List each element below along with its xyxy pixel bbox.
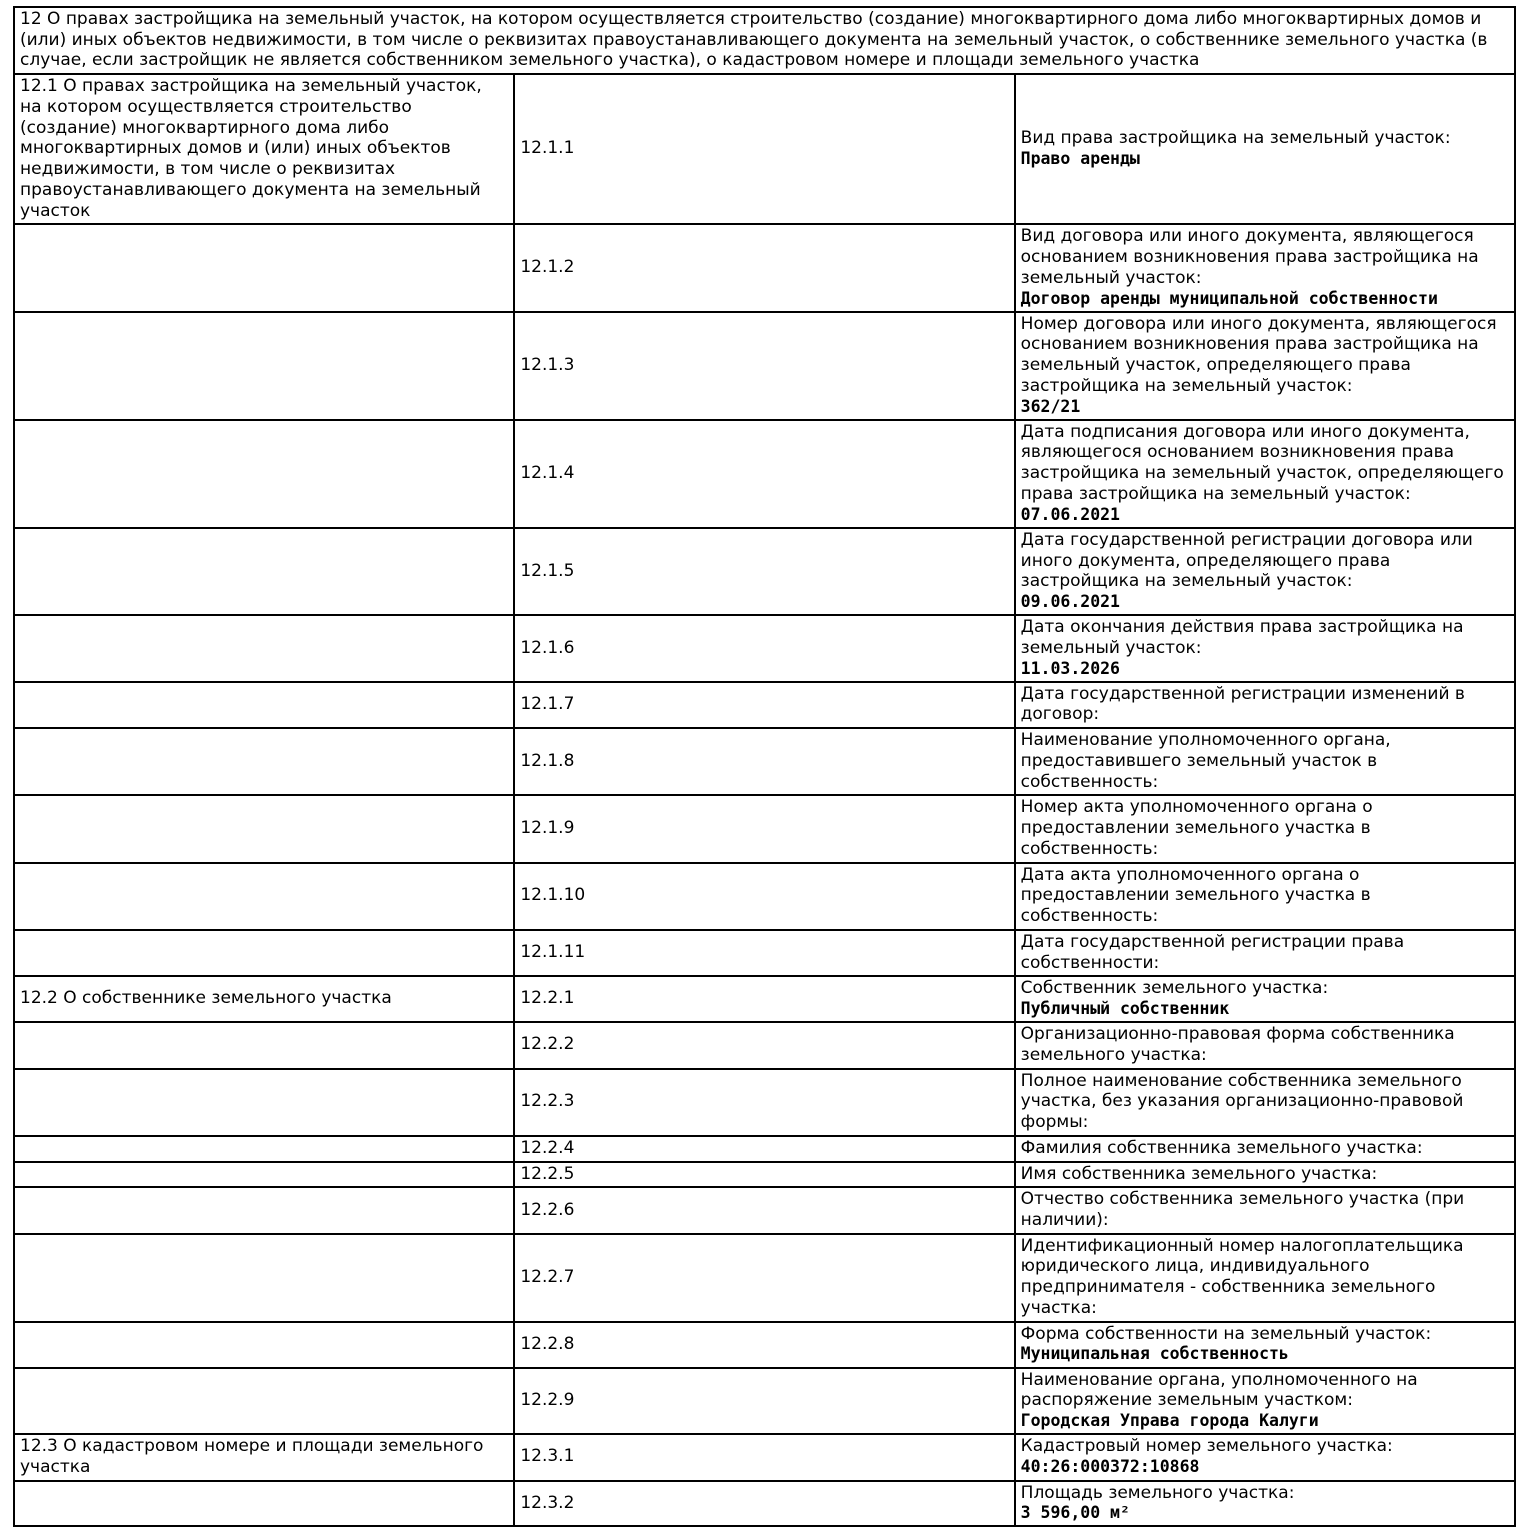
- table-row: [14, 863, 1515, 930]
- field-label: Имя собственника земельного участка:: [1020, 1163, 1378, 1184]
- code-cell: 12.2.6: [514, 1187, 1014, 1233]
- code-cell: 12.2.2: [514, 1022, 1014, 1068]
- table-row: [14, 976, 1515, 1022]
- field-value: 362/21: [1020, 396, 1081, 416]
- code-cell: 12.2.8: [514, 1322, 1014, 1368]
- code-cell: 12.2.3: [514, 1069, 1014, 1136]
- field-cell: [1015, 420, 1515, 528]
- section-cell: [14, 1322, 514, 1368]
- field-cell: [1015, 1322, 1515, 1368]
- field-cell: [1015, 224, 1515, 311]
- field-label: Площадь земельного участка:: [1020, 1482, 1295, 1503]
- field-cell: [1015, 1136, 1515, 1162]
- code-cell: 12.2.4: [514, 1136, 1014, 1162]
- field-value: Муниципальная собственность: [1020, 1344, 1289, 1364]
- section-cell: 12.1 О правах застройщика на земельный участок, на котором осуществляется строительство (создание) многоквартирного дома либо многоквартирных домов и (или) иных объектов недвижимости, в том числе о реквизитах правоустанавливающего документа на земельный участок: [14, 74, 514, 224]
- code-cell: 12.3.1: [514, 1434, 1014, 1480]
- table-row: [14, 930, 1515, 976]
- table-row: [14, 1322, 1515, 1368]
- field-cell: [1015, 1434, 1515, 1480]
- field-label: Полное наименование собственника земельного участка, без указания организационно-правовой формы:: [1020, 1070, 1464, 1133]
- field-value: Договор аренды муниципальной собственности: [1020, 288, 1438, 308]
- section-cell: [14, 615, 514, 682]
- field-label: Дата государственной регистрации договора или иного документа, определяющего права застройщика на земельный участок:: [1020, 529, 1473, 592]
- field-label: Организационно-правовая форма собственника земельного участка:: [1020, 1024, 1455, 1065]
- field-cell: [1015, 1368, 1515, 1435]
- section-cell: [14, 682, 514, 728]
- code-cell: 12.1.1: [514, 74, 1014, 224]
- field-value: 07.06.2021: [1020, 504, 1120, 524]
- field-label: Номер акта уполномоченного органа о предоставлении земельного участка в собственность:: [1020, 797, 1373, 859]
- field-cell: [1015, 74, 1515, 224]
- section-cell: [14, 1022, 514, 1068]
- code-cell: 12.1.2: [514, 224, 1014, 311]
- section-cell: [14, 1069, 514, 1136]
- field-value: Публичный собственник: [1020, 999, 1230, 1018]
- section-cell: [14, 1234, 514, 1322]
- field-label: Вид договора или иного документа, являющегося основанием возникновения права застройщика на земельный участок:: [1020, 226, 1479, 288]
- section-cell: 12.2 О собственнике земельного участка: [14, 976, 514, 1022]
- table-row: [14, 528, 1515, 615]
- code-cell: 12.1.8: [514, 728, 1014, 795]
- field-label: Кадастровый номер земельного участка:: [1020, 1436, 1393, 1457]
- table-body: [14, 7, 1515, 1526]
- table-row: [14, 795, 1515, 862]
- section-cell: [14, 528, 514, 615]
- field-label: Номер договора или иного документа, являющегося основанием возникновения права застройщика на земельный участок, определяющего права застройщика на земельный участок:: [1020, 313, 1497, 396]
- section-cell: [14, 863, 514, 930]
- table-row: [14, 1434, 1515, 1480]
- section-header-row: [14, 7, 1515, 74]
- field-cell: [1015, 682, 1515, 728]
- table-row: [14, 1022, 1515, 1068]
- land-rights-table: [13, 6, 1516, 1527]
- field-cell: [1015, 1234, 1515, 1322]
- section-cell: [14, 1187, 514, 1233]
- field-cell: [1015, 1162, 1515, 1188]
- field-cell: [1015, 528, 1515, 615]
- table-row: [14, 682, 1515, 728]
- field-cell: [1015, 863, 1515, 930]
- section-cell: [14, 930, 514, 976]
- field-label: Собственник земельного участка:: [1020, 978, 1329, 999]
- field-value: Право аренды: [1020, 149, 1140, 169]
- section-cell: [14, 312, 514, 420]
- field-cell: [1015, 728, 1515, 795]
- code-cell: 12.3.2: [514, 1481, 1014, 1527]
- field-label: Идентификационный номер налогоплательщика юридического лица, индивидуального предпринимателя - собственника земельного участка:: [1020, 1235, 1464, 1318]
- code-cell: 12.1.9: [514, 795, 1014, 862]
- field-label: Вид права застройщика на земельный участок:: [1020, 128, 1451, 149]
- field-label: Дата государственной регистрации права собственности:: [1020, 931, 1405, 973]
- table-row: [14, 615, 1515, 682]
- table-row: [14, 1187, 1515, 1233]
- field-cell: [1015, 1022, 1515, 1068]
- code-cell: 12.1.10: [514, 863, 1014, 930]
- code-cell: 12.2.9: [514, 1368, 1014, 1435]
- table-row: [14, 1481, 1515, 1527]
- section-cell: 12.3 О кадастровом номере и площади земельного участка: [14, 1434, 514, 1480]
- section-cell: [14, 224, 514, 311]
- field-label: Наименование органа, уполномоченного на распоряжение земельным участком:: [1020, 1369, 1418, 1411]
- code-cell: 12.2.1: [514, 976, 1014, 1022]
- field-label: Дата подписания договора или иного документа, являющегося основанием возникновения права застройщика на земельный участок, определяющего права застройщика на земельный участок:: [1020, 421, 1504, 504]
- field-value: 40:26:000372:10868: [1020, 1457, 1200, 1477]
- section-cell: [14, 420, 514, 528]
- field-cell: [1015, 312, 1515, 420]
- table-row: [14, 728, 1515, 795]
- code-cell: 12.1.4: [514, 420, 1014, 528]
- code-cell: 12.1.7: [514, 682, 1014, 728]
- section-cell: [14, 1481, 514, 1527]
- code-cell: 12.1.6: [514, 615, 1014, 682]
- table-row: [14, 224, 1515, 311]
- field-label: Отчество собственника земельного участка (при наличии):: [1020, 1189, 1465, 1230]
- code-cell: 12.2.5: [514, 1162, 1014, 1188]
- field-value: 3 596,00 м²: [1020, 1503, 1130, 1523]
- table-row: [14, 1368, 1515, 1435]
- section-cell: [14, 728, 514, 795]
- table-row: [14, 312, 1515, 420]
- table-row: [14, 74, 1515, 224]
- field-cell: [1015, 1187, 1515, 1233]
- table-row: [14, 420, 1515, 528]
- field-label: Форма собственности на земельный участок:: [1020, 1323, 1432, 1344]
- table-row: [14, 1162, 1515, 1188]
- table-row: [14, 1234, 1515, 1322]
- code-cell: 12.1.11: [514, 930, 1014, 976]
- field-cell: [1015, 795, 1515, 862]
- field-label: Наименование уполномоченного органа, предоставившего земельный участок в собственность:: [1020, 730, 1391, 792]
- section-cell: [14, 1162, 514, 1188]
- field-label: Дата акта уполномоченного органа о предоставлении земельного участка в собственность:: [1020, 864, 1371, 927]
- field-cell: [1015, 930, 1515, 976]
- table-row: [14, 1136, 1515, 1162]
- field-label: Дата государственной регистрации изменений в договор:: [1020, 683, 1465, 725]
- section-cell: [14, 1136, 514, 1162]
- field-cell: [1015, 976, 1515, 1022]
- code-cell: 12.2.7: [514, 1234, 1014, 1322]
- field-value: Городская Управа города Калуги: [1020, 1411, 1319, 1430]
- table-row: [14, 1069, 1515, 1136]
- field-value: 11.03.2026: [1020, 658, 1120, 678]
- field-value: 09.06.2021: [1020, 592, 1120, 611]
- code-cell: 12.1.3: [514, 312, 1014, 420]
- section-cell: [14, 795, 514, 862]
- section-cell: [14, 1368, 514, 1435]
- code-cell: 12.1.5: [514, 528, 1014, 615]
- field-cell: [1015, 1069, 1515, 1136]
- field-cell: [1015, 615, 1515, 682]
- section-12-header: 12 О правах застройщика на земельный участок, на котором осуществляется строительство (создание) многоквартирного дома либо многоквартирных домов и (или) иных объектов недвижимости, в том числе о реквизитах правоустанавливающего документа на земельный участок, о собственнике земельного участка (в случае, если застройщик не является собственником земельного участка), о кадастровом номере и площади земельного участка: [14, 7, 1515, 74]
- field-label: Дата окончания действия права застройщика на земельный участок:: [1020, 617, 1464, 658]
- field-cell: [1015, 1481, 1515, 1527]
- field-label: Фамилия собственника земельного участка:: [1020, 1137, 1423, 1158]
